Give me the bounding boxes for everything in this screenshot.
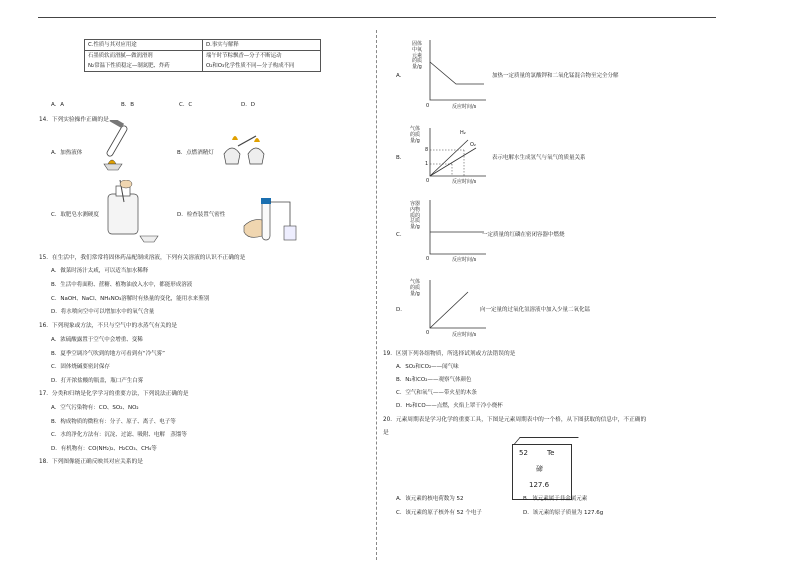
q13-table [84, 39, 321, 72]
graph-a-ylabel-1: 固体 [412, 41, 423, 47]
q18-option-d-letter[interactable]: D． [396, 307, 406, 313]
q17-option-b[interactable]: B．构成物质的微粒有：分子、原子、离子、电子等 [51, 419, 176, 425]
q16-option-b[interactable]: B．夏季空调冷气吹到的地方可看到有“冷气雾” [51, 351, 165, 357]
q19-option-d[interactable]: D．H₂和CO——点燃，火焰上罩干冷小烧杯 [396, 403, 503, 409]
q17-option-c[interactable]: C．水的净化方法有：沉淀、过滤、吸附、电解 蒸馏等 [51, 432, 187, 438]
q15-option-a[interactable]: A．做菜时汤汁太咸，可以适当加水稀释 [51, 268, 149, 274]
graph-b-ylabel [410, 127, 424, 144]
graph-a-ylabel-3: 元素 [412, 52, 423, 59]
table-header-c: C.性质与其对应用途 [85, 40, 203, 51]
table-cell-d-line1: 端午时节粽飘香—分子不断运动 [206, 53, 282, 60]
graph-c-xlabel: 反应时间/s [452, 257, 477, 263]
heating-liquid-figure [100, 120, 140, 172]
q17-option-d[interactable]: D．有机物有：CO(NH₂)₂、H₂CO₃、CH₄等 [51, 446, 157, 452]
q15-stem: 15．在生活中，我们常常将固体药品配制成溶液，下列有关溶液的认识不正确的是 [39, 255, 246, 261]
q19-stem: 19．区别下列各组物质，所选择试剂或方法错误的是 [383, 351, 516, 357]
column-divider [376, 30, 377, 560]
graph-a-xlabel: 反应时间/s [452, 104, 477, 110]
graph-b-ylabel-3: 量/g [410, 137, 420, 144]
graph-c-ylabel-4: 总质 [410, 218, 421, 225]
q19-option-a[interactable]: A．SO₂和CO₂——闻气味 [396, 364, 459, 370]
graph-a-ylabel-5: 量/g [412, 64, 422, 70]
q20-option-d[interactable]: D．该元素的原子质量为 127.6g [523, 510, 604, 516]
q20-option-b[interactable]: B．该元素属于非金属元素 [523, 496, 588, 502]
soap-water-figure [100, 180, 160, 244]
graph-a-origin: 0 [426, 103, 430, 109]
q14-option-a[interactable]: A．加热液体 [51, 150, 83, 156]
q18-stem: 18．下列图像能正确反映其对应关系的是 [39, 459, 143, 465]
q20-option-a[interactable]: A．该元素的核电荷数为 52 [396, 496, 464, 502]
graph-a-ylabel-4: 的质 [412, 58, 423, 65]
graph-d-plot [428, 280, 488, 332]
q14-option-c[interactable]: C．取肥皂水测硬度 [51, 212, 99, 218]
graph-b-o2-label: O₂ [470, 142, 476, 148]
q19-option-b[interactable]: B．N₂和CO₂——观察气体颜色 [396, 377, 472, 383]
q15-option-b[interactable]: B．生活中将面粉、蔗糖、植物油放入水中，都能形成溶液 [51, 282, 193, 288]
q18-option-b-letter[interactable]: B． [396, 155, 406, 161]
airtightness-figure [238, 196, 300, 248]
graph-b-h2-label: H₂ [460, 130, 466, 136]
graph-d-origin: 0 [426, 330, 430, 336]
graph-a-plot [428, 40, 488, 104]
q15-option-c[interactable]: C．NaOH、NaCl、NH₄NO₃溶解时有热量的变化，能用水来鉴别 [51, 296, 210, 302]
element-atomic-mass: 127.6 [529, 481, 550, 489]
q20-stem: 20．元素周期表是学习化学的重要工具，下图是元素周期表中的一个格，从下图获取的信息中，不正确的 [383, 417, 647, 423]
graph-b-description: 表示电解水生成氢气与氧气的质量关系 [492, 155, 586, 161]
graph-d-ylabel-2: 的质 [410, 284, 421, 291]
table-header-d: D.事实与解释 [203, 40, 321, 51]
graph-c-ylabel-5: 量/g [410, 224, 420, 230]
q20-stem-end: 是 [383, 430, 389, 436]
q17-option-a[interactable]: A．空气污染物有：CO、SO₂、NO₂ [51, 405, 139, 411]
element-atomic-number: 52 [519, 449, 528, 457]
table-cell-c [85, 51, 203, 72]
graph-c-ylabel-2: 内物 [410, 206, 421, 213]
q14-option-d[interactable]: D．检查装置气密性 [177, 212, 226, 218]
graph-c-ylabel [410, 202, 424, 231]
graph-d-ylabel-3: 量/g [410, 290, 420, 297]
graph-b-plot [428, 128, 488, 180]
q18-option-a-letter[interactable]: A． [396, 73, 406, 79]
q16-option-a[interactable]: A．浓硫酸露置于空气中会增重、变稀 [51, 337, 143, 343]
graph-b-tick-8: 8 [425, 147, 429, 153]
graph-c-origin: 0 [426, 256, 430, 262]
q16-stem: 16．下列现象或方法，不只与空气中的水蒸气有关的是 [39, 323, 178, 329]
q17-stem: 17．分类和归纳是化学学习的重要方法，下列说法正确的是 [39, 391, 189, 397]
graph-c-ylabel-1: 容器 [410, 201, 421, 207]
graph-c-description: 一定质量的红磷在密闭容器中燃烧 [482, 232, 565, 238]
q14-stem: 14．下列实验操作正确的是 [39, 117, 109, 123]
q15-option-d[interactable]: D．将水喷向空中可以增加水中的氧气含量 [51, 309, 155, 315]
lighting-lamp-figure [212, 128, 272, 168]
graph-b-xlabel: 反应时间/s [452, 179, 477, 185]
element-cell [512, 444, 572, 500]
graph-c-ylabel-3: 质的 [410, 212, 421, 219]
graph-b-origin: 0 [426, 178, 430, 184]
element-name: 碲 [536, 465, 543, 473]
graph-d-ylabel [410, 280, 424, 297]
element-cell-top-face [514, 437, 579, 444]
q13-option-b[interactable]: B．B [121, 102, 135, 108]
q13-option-c[interactable]: C．C [179, 102, 193, 108]
q13-option-a[interactable]: A．A [51, 102, 65, 108]
q16-option-c[interactable]: C．固体烧碱要密封保存 [51, 364, 110, 370]
q13-option-d[interactable]: D．D [241, 102, 255, 108]
table-cell-c-line2: N₂常温下性质稳定—制氮肥、炸药 [88, 62, 170, 69]
q18-option-c-letter[interactable]: C． [396, 232, 406, 238]
q14-option-b[interactable]: B．点燃酒精灯 [177, 150, 214, 156]
top-rule [38, 17, 716, 18]
q19-option-c[interactable]: C．空气和氧气——带火星的木条 [396, 390, 477, 396]
q20-option-c[interactable]: C．该元素的原子核外有 52 个电子 [396, 510, 482, 516]
table-cell-d-line2: O₂和O₃化学性质不同—分子构成不同 [206, 62, 295, 69]
graph-c-plot [428, 200, 488, 258]
q16-option-d[interactable]: D．打开浓盐酸的瓶盖，瓶口产生白雾 [51, 378, 144, 384]
table-cell-c-line1: 石墨质软而滑腻—做润滑剂 [88, 53, 153, 60]
graph-a-ylabel [412, 42, 424, 71]
graph-a-description: 加热一定质量的氯酸钾和二氧化锰混合物至完全分解 [492, 73, 619, 79]
graph-b-ylabel-2: 的质 [410, 131, 421, 138]
element-symbol: Te [547, 449, 555, 457]
graph-b-tick-1: 1 [425, 161, 429, 167]
graph-d-description: 向一定量的过氧化氢溶液中加入少量二氧化锰 [480, 307, 591, 313]
graph-d-xlabel: 反应时间/s [452, 332, 477, 338]
graph-d-ylabel-1: 气体 [410, 279, 421, 285]
graph-b-ylabel-1: 气体 [410, 126, 421, 132]
graph-a-ylabel-2: 中氧 [412, 46, 423, 53]
table-cell-d [203, 51, 321, 72]
